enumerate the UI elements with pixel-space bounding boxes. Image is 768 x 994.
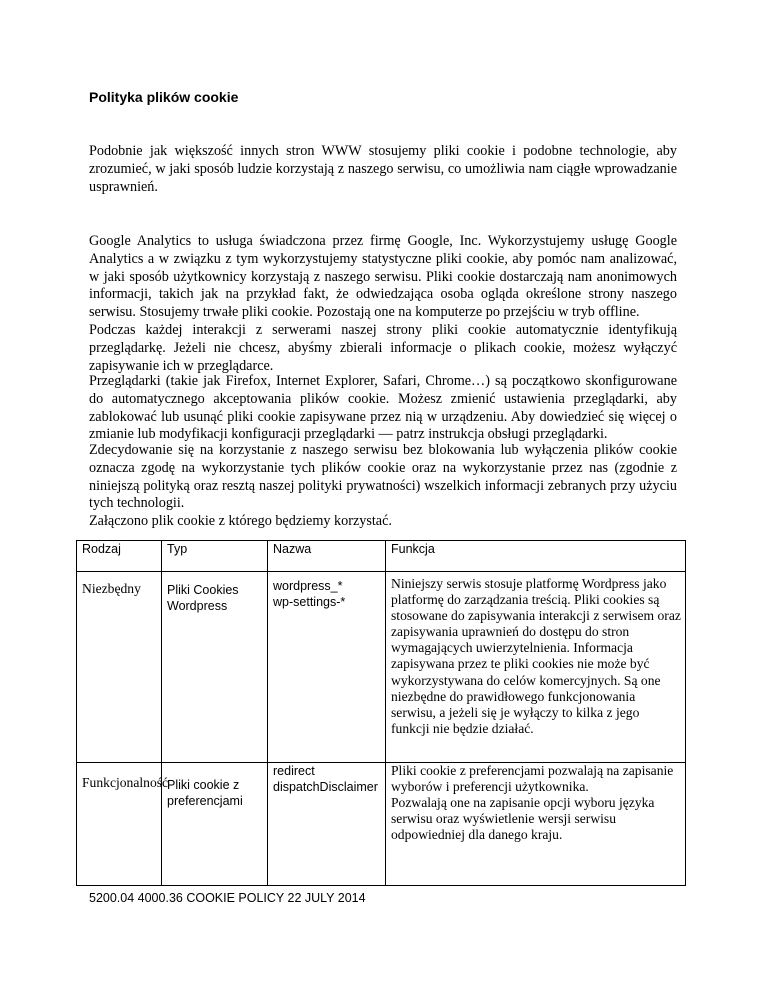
cell-rodzaj: Niezbędny <box>77 572 162 763</box>
cell-typ: Pliki cookie z preferencjami <box>162 763 268 886</box>
paragraph-attached: Załączono plik cookie z którego będziemy korzystać. <box>89 513 392 529</box>
function-text: Pliki cookie z preferencjami pozwalają na zapisanie wyborów i preferencji użytkownika. <box>391 763 674 795</box>
function-text: Pozwalają one na zapisanie opcji wyboru języka serwisu oraz wyświetlenie wersji serwisu odpowiedniej dla danego kraju. <box>391 795 655 843</box>
cookie-name: wordpress_* <box>273 579 343 593</box>
cell-nazwa <box>268 572 386 763</box>
paragraph-consent: Zdecydowanie się na korzystanie z naszego serwisu bez blokowania lub wyłączenia plików cookie oznacza zgodę na wykorzystanie tych plików cookie oraz na wykorzystanie przez nas (zgodnie z niniejszą polityką oraz resztą naszej polityki prywatności) wszelkich informacji zebranych przy użyciu tych technologii. <box>89 442 677 512</box>
footer-reference: 5200.04 4000.36 COOKIE POLICY 22 JULY 2014 <box>89 891 366 905</box>
table-row <box>77 763 686 886</box>
cookie-name: redirect <box>273 764 315 778</box>
table-row <box>77 572 686 763</box>
paragraph-interaction: Podczas każdej interakcji z serwerami naszej strony pliki cookie automatycznie identyfikują przeglądarkę. Jeżeli nie chcesz, abyśmy zbierali informacje o plikach cookie, możesz wyłączyć zapisywanie ich w przeglądarce. <box>89 322 677 374</box>
header-rodzaj: Rodzaj <box>77 541 162 572</box>
table-header-row <box>77 541 686 572</box>
header-funkcja: Funkcja <box>386 541 686 572</box>
cell-nazwa <box>268 763 386 886</box>
paragraph-google-analytics: Google Analytics to usługa świadczona przez firmę Google, Inc. Wykorzystujemy usługę Google Analytics a w związku z tym wykorzystujemy statystyczne pliki cookie, aby pomóc nam analizować, w jaki sposób użytkownicy korzystają z naszego serwisu. Pliki cookie dostarczają nam anonimowych informacji, takich jak na przykład fakt, że odwiedzająca osoba ogląda określone strony naszego serwisu. Stosujemy trwałe pliki cookie. Pozostają one na komputerze po przejściu w tryb offline. <box>89 233 677 321</box>
page-title: Polityka plików cookie <box>89 89 239 105</box>
cell-funkcja: Niniejszy serwis stosuje platformę Wordpress jako platformę do zarządzania treścią. Pliki cookies są stosowane do zapisywania interakcji z serwisem oraz zapisywania uprawnień do dostępu do stron wymagających uwierzytelnienia. Informacja zapisywana przez te pliki cookies nie może być wykorzystywana do celów komercyjnych. Są one niezbędne do prawidłowego funkcjonowania serwisu, a jeżeli się je wyłączy to kilka z jego funkcji nie będzie działać. <box>386 572 686 763</box>
cookie-name: wp-settings-* <box>273 595 346 609</box>
header-nazwa: Nazwa <box>268 541 386 572</box>
paragraph-intro: Podobnie jak większość innych stron WWW stosujemy pliki cookie i podobne technologie, aby zrozumieć, w jaki sposób ludzie korzystają z naszego serwisu, co umożliwia nam ciągłe wprowadzanie usprawnień. <box>89 143 677 195</box>
cell-funkcja <box>386 763 686 886</box>
cell-typ: Pliki Cookies Wordpress <box>162 572 268 763</box>
cookie-name: dispatchDisclaimer <box>273 780 378 794</box>
cookie-table <box>76 540 686 886</box>
header-typ: Typ <box>162 541 268 572</box>
cell-rodzaj: Funkcjonalność <box>77 763 162 886</box>
paragraph-browsers: Przeglądarki (takie jak Firefox, Internet Explorer, Safari, Chrome…) są początkowo skonfigurowane do automatycznego akceptowania plików cookie. Możesz zmienić ustawienia przeglądarki, aby zablokować lub usunąć pliki cookie zapisywane przez nią w urządzeniu. Aby dowiedzieć się więcej o zmianie lub modyfikacji konfiguracji przeglądarki — patrz instrukcja obsługi przeglądarki. <box>89 373 677 443</box>
